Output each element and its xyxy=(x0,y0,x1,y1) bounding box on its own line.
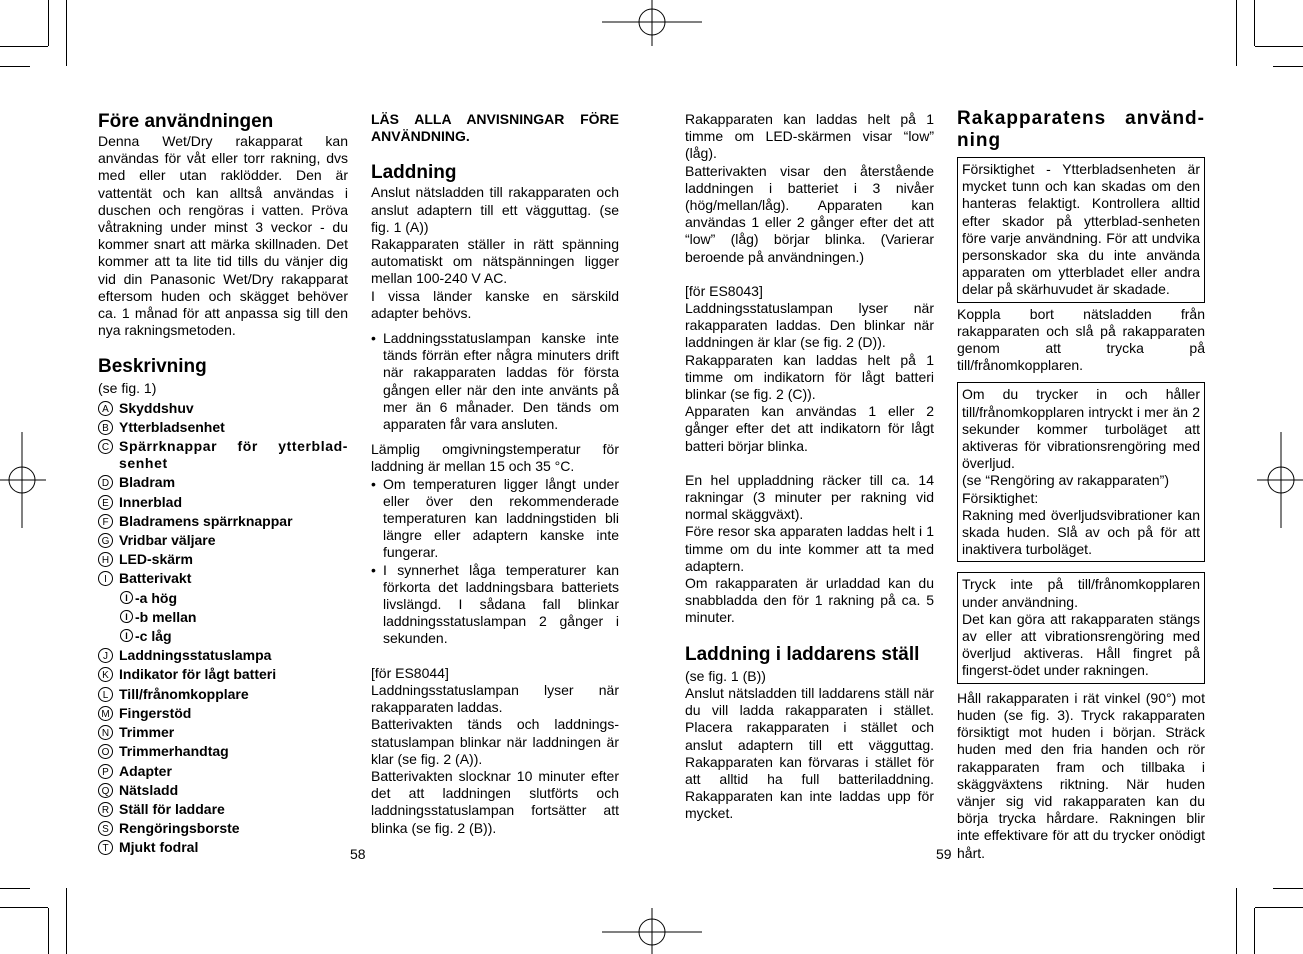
circled-letter: F xyxy=(98,514,113,529)
model-label-es8044: [för ES8044] xyxy=(371,664,449,681)
model-label-es8043: [för ES8043] xyxy=(685,282,763,299)
circled-letter: M xyxy=(98,706,113,721)
list-item: S Rengöringsborste xyxy=(98,820,348,837)
paragraph: Laddningsstatuslampan lyser när rakapparaten laddas. xyxy=(371,681,619,716)
heading-fore-anvandningen: Före användningen xyxy=(98,111,274,132)
list-item: B Ytterbladsenhet xyxy=(98,419,348,436)
list-subitem: I -b mellan xyxy=(98,609,348,626)
list-item: T Mjukt fodral xyxy=(98,839,348,856)
circled-letter: P xyxy=(98,764,113,779)
list-item: Q Nätsladd xyxy=(98,782,348,799)
circled-letter: G xyxy=(98,533,113,548)
column-4 xyxy=(957,108,1205,862)
paragraph: Anslut nätsladden till rakapparaten och anslut adaptern till ett vägguttag. (se fig. 1 (A)) xyxy=(371,184,619,235)
list-item: F Bladramens spärrknappar xyxy=(98,513,348,530)
paragraph: Håll rakapparaten i rät vinkel (90°) mot huden (se fig. 3). Tryck rakapparaten försiktigt mot huden i början. Sträck huden med den fria handen och rör rakapparaten fram och tillbaka i skäggväxtens riktning. När huden vänjer sig vid rakapparaten kan du börja trycka hårdare. Rakningen blir inte effektivare för att du trycker onödigt hårt. xyxy=(957,689,1205,861)
list-item: R Ställ för laddare xyxy=(98,801,348,818)
caution-box: Försiktighet - Ytterbladsenheten är mycket tunn och kan skadas om den hanteras felaktigt. Kontrollera alltid efter skador på ytterblad-senheten före varje användning. För att undvika personskador ska du inte använda apparaten om ytterbladet eller andra delar på skärhuvudet är skadade. xyxy=(957,157,1205,303)
list-item: H LED-skärm xyxy=(98,551,348,568)
turbo-mode-box: Om du trycker in och håller till/frånomkopplaren intryckt i mer än 2 sekunder kommer turboläget att aktiveras för vibrationsrengöring med överljud. (se “Rengöring av rakapparaten”) Försiktighet: Rakning med överljudsvibrationer kan skada huden. Slå av och på för att inaktivera turboläget. xyxy=(957,382,1205,562)
list-item: E Innerblad xyxy=(98,494,348,511)
paragraph: Laddningsstatuslampan lyser när rakapparaten laddas. Den blinkar när laddningen är klar (se fig. 2 (D)). xyxy=(685,300,934,351)
bullet-item: • Laddningsstatuslampan kanske inte tänds förrän efter några minuters drift när rakapparaten laddas för första gången eller när den inte använts på mer än 6 månader. Den tänds om apparaten får vara ansluten. xyxy=(371,330,619,433)
bullet-item: • I synnerhet låga temperaturer kan förkorta det laddningsbara batteriets livslängd. I sådana fall blinkar laddningsstatuslampan 2 gånger i sekunden. xyxy=(371,561,619,647)
switch-warning-box: Tryck inte på till/frånomkopplaren under användning. Det kan göra att rakapparaten stängs av eller att vibrationsrengöring med överljud aktiveras. Håll fingret på fingerst-ödet under rakningen. xyxy=(957,572,1205,683)
circled-letter: O xyxy=(98,744,113,759)
heading-anvandning: Rakapparatens använd-ning xyxy=(957,108,1205,151)
circled-letter: S xyxy=(98,821,113,836)
paragraph: I vissa länder kanske en särskild adapter behövs. xyxy=(371,287,619,321)
paragraph: Lämplig omgivningstemperatur för laddning är mellan 15 och 35 °C. xyxy=(371,441,619,475)
list-item: O Trimmerhandtag xyxy=(98,743,348,760)
list-item: D Bladram xyxy=(98,474,348,491)
list-item: L Till/frånomkopplare xyxy=(98,686,348,703)
paragraph: Rakapparaten kan laddas helt på 1 timme om indikatorn för lågt batteri blinkar (se fig. 2 (C)). xyxy=(685,351,934,403)
list-item: N Trimmer xyxy=(98,724,348,741)
paragraph: Batterivakten tänds och laddnings-statuslampan blinkar när laddningen är klar (se fig. 2 (A)). xyxy=(371,716,619,767)
heading-laddning: Laddning xyxy=(371,162,457,184)
bullet-item: • Om temperaturen ligger långt under eller över den rekommenderade temperaturen kan laddningstiden bli längre eller adaptern kanske inte fungerar. xyxy=(371,475,619,561)
paragraph: En hel uppladdning räcker till ca. 14 rakningar (3 minuter per rakning vid normal skäggväxt). xyxy=(685,471,934,523)
paragraph: Koppla bort nätsladden från rakapparaten och slå på rakapparaten genom att trycka på till/frånomkopplaren. xyxy=(957,305,1205,374)
paragraph: Rakapparaten kan laddas helt på 1 timme om LED-skärmen visar “low” (låg). xyxy=(685,111,934,162)
list-item: G Vridbar väljare xyxy=(98,532,348,549)
circled-letter: D xyxy=(98,475,113,490)
circled-letter: N xyxy=(98,725,113,740)
list-subitem: I -c låg xyxy=(98,628,348,645)
column-2 xyxy=(371,111,619,837)
see-fig-1b: (se fig. 1 (B)) xyxy=(685,667,766,684)
circled-letter: I xyxy=(120,591,133,604)
circled-letter: K xyxy=(98,667,113,682)
circled-letter: T xyxy=(98,840,113,855)
see-fig-1: (se fig. 1) xyxy=(98,380,157,397)
heading-beskrivning: Beskrivning xyxy=(98,356,207,378)
list-subitem: I -a hög xyxy=(98,590,348,607)
paragraph-fore: Denna Wet/Dry rakapparat kan användas för våt eller torr rakning, dvs med eller utan raklödder. Den är vattentät och kan alltså användas i duschen och rengöras i vatten. Pröva våtrakning under minst 3 veckor - du kommer snart att märka skillnaden. Det kommer att ta lite tid tills du vänjer dig vid din Panasonic Wet/Dry rakapparat eftersom huden och skägget behöver ca. 1 månad för att anpassa sig till den nya rakningsmetoden. xyxy=(98,133,348,339)
page-number-right: 59 xyxy=(936,846,952,862)
paragraph: Batterivakten slocknar 10 minuter efter det att laddningen slutförts och laddningsstatuslampan fortsätter att blinka (se fig. 2 (B)). xyxy=(371,767,619,836)
circled-letter: C xyxy=(98,439,113,454)
parts-list xyxy=(98,400,348,857)
paragraph: Anslut nätsladden till laddarens ställ när du vill ladda rakapparaten i stället. Placera rakapparaten i stället och anslut adaptern till ett vägguttag. Rakapparaten kan förvaras i stället för att alltid ha full batteriladdning. Rakapparaten kan inte laddas upp för mycket. xyxy=(685,684,934,822)
list-item: J Laddningsstatuslampa xyxy=(98,647,348,664)
circled-letter: J xyxy=(98,648,113,663)
list-item: I Batterivakt xyxy=(98,570,348,587)
list-item: K Indikator för lågt batteri xyxy=(98,666,348,683)
column-1 xyxy=(98,111,348,857)
circled-letter: H xyxy=(98,552,113,567)
circled-letter: I xyxy=(98,571,113,586)
page-number-left: 58 xyxy=(350,846,366,862)
circled-letter: L xyxy=(98,687,113,702)
list-item: P Adapter xyxy=(98,763,348,780)
paragraph: Apparaten kan användas 1 eller 2 gånger efter det att indikatorn för lågt batteri börjar blinka. xyxy=(685,403,934,454)
circled-letter: R xyxy=(98,802,113,817)
circled-letter: Q xyxy=(98,783,113,798)
circled-letter: A xyxy=(98,401,113,416)
list-item: C Spärrknappar för ytterblad-senhet xyxy=(98,438,348,472)
circled-letter: I xyxy=(120,629,133,642)
circled-letter: E xyxy=(98,495,113,510)
circled-letter: B xyxy=(98,420,113,435)
heading-laddning-i-stall: Laddning i laddarens ställ xyxy=(685,643,920,665)
paragraph: Rakapparaten ställer in rätt spänning automatiskt om nätspänningen ligger mellan 100-240 V AC. xyxy=(371,236,619,287)
paragraph: Före resor ska apparaten laddas helt i 1 timme om du inte kommer att ta med adaptern. xyxy=(685,523,934,574)
circled-letter: I xyxy=(120,610,133,623)
paragraph: Om rakapparaten är urladdad kan du snabbladda den för 1 rakning på ca. 5 minuter. xyxy=(685,575,934,626)
paragraph: Batterivakten visar den återstående laddningen i batteriet i 3 nivåer (hög/mellan/låg). Apparaten kan användas 1 eller 2 gånger efter det att “low” (låg) börjar blinka. (Varierar beroende på användningen.) xyxy=(685,162,934,265)
read-all-instructions: LÄS ALLA ANVISNINGAR FÖRE ANVÄNDNING. xyxy=(371,111,619,145)
column-3 xyxy=(685,111,934,823)
list-item: A Skyddshuv xyxy=(98,400,348,417)
list-item: M Fingerstöd xyxy=(98,705,348,722)
